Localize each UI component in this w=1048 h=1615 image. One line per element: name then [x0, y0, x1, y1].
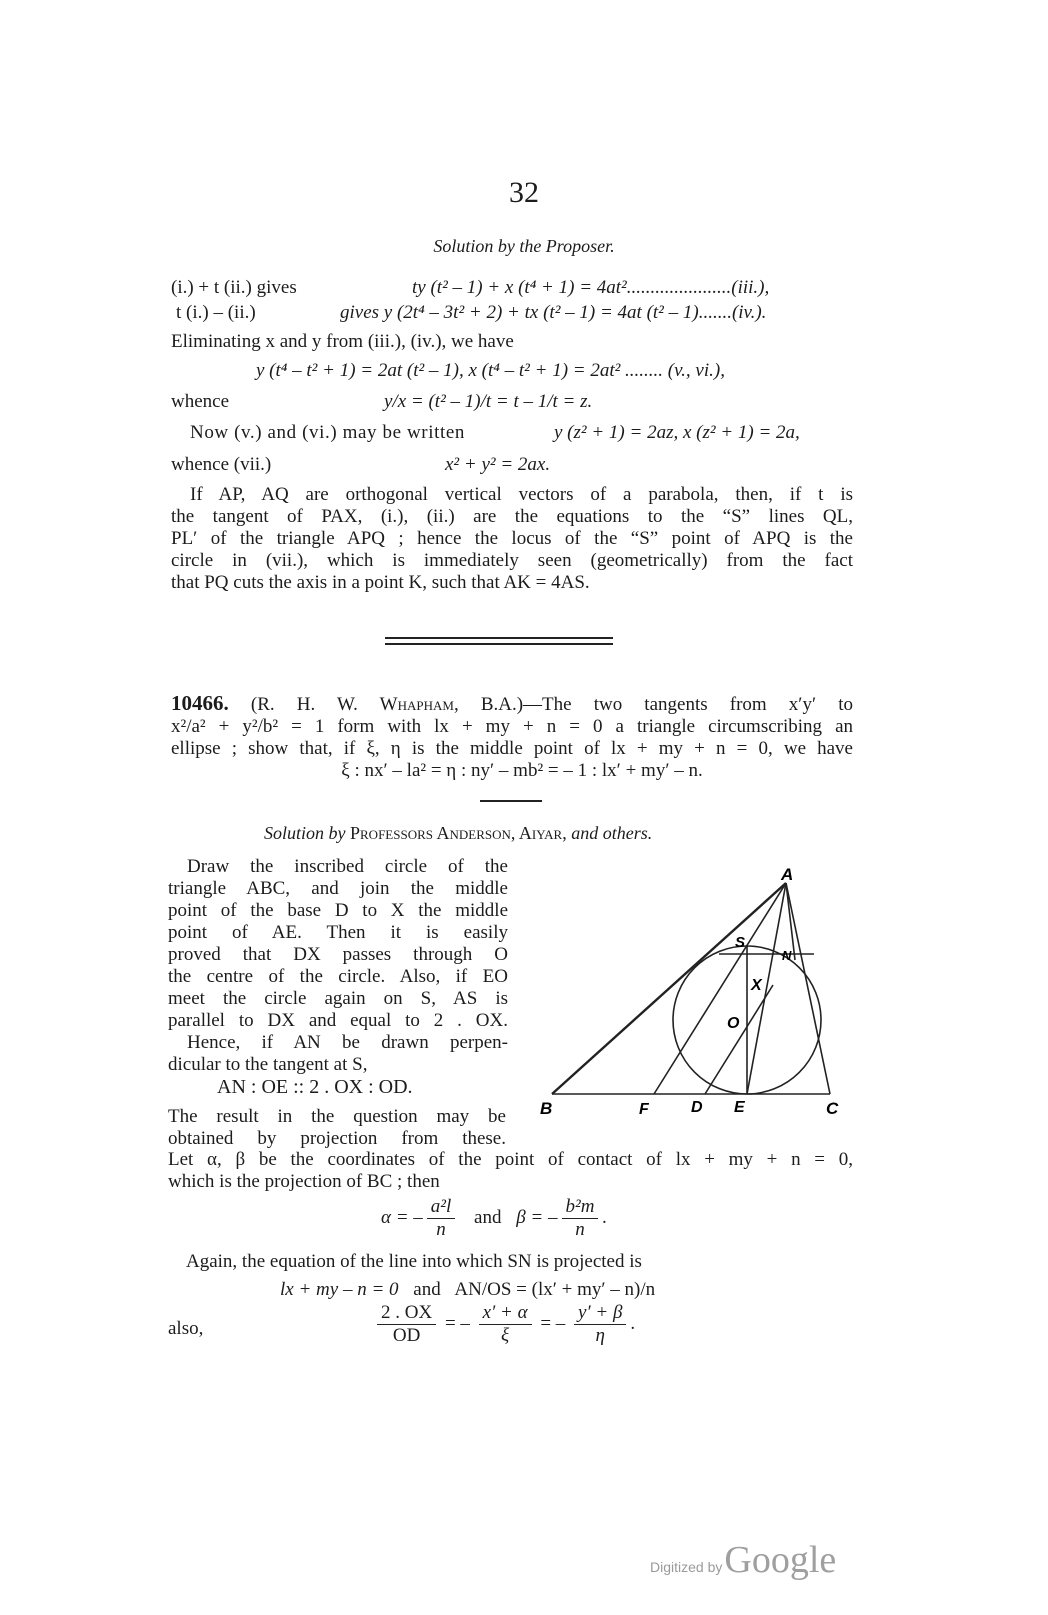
problem-statement [171, 692, 853, 782]
ratio-line: AN : OE :: 2 . OX : OD. [217, 1076, 413, 1098]
label-e: E [734, 1099, 745, 1116]
full-line: Let α, β be the coordinates of the point of contact of lx + my + n = 0, [168, 1149, 853, 1170]
beta-lhs: β = – [516, 1206, 558, 1228]
label-f: F [639, 1101, 649, 1118]
alpha-denominator: n [436, 1219, 446, 1240]
result-line: The result in the question may be [168, 1106, 506, 1127]
eq-line: y/x = (t² – 1)/t = t – 1/t = z. [384, 391, 593, 412]
problem-author: (R. H. W. Whapham, B.A.) [250, 694, 524, 715]
solution2-left-text [168, 856, 508, 1076]
solution-heading: Solution by the Proposer. [433, 236, 615, 256]
and-word-2: and [413, 1279, 441, 1300]
paragraph-line: the tangent of PAX, (i.), (ii.) are the equations to the “S” lines QL, [171, 506, 853, 527]
digitized-watermark [650, 1538, 836, 1582]
f1-numerator: 2 . OX [377, 1302, 436, 1325]
left-line: proved that DX passes through O [168, 944, 508, 965]
short-divider [480, 800, 542, 802]
line-eq: lx + my – n = 0 [280, 1279, 399, 1300]
left-line: parallel to DX and equal to 2 . OX. [168, 1010, 508, 1031]
left-line: dicular to the tangent at S, [168, 1054, 368, 1075]
f3-numerator: y′ + β [574, 1302, 626, 1325]
left-line: the centre of the circle. Also, if EO [168, 966, 508, 987]
f2-numerator: x′ + α [479, 1302, 532, 1325]
line-dx [705, 985, 773, 1094]
left-line: meet the circle again on S, AS is [168, 988, 508, 1009]
eq-line: x² + y² = 2ax. [445, 454, 551, 475]
eq-line-label: t (i.) – (ii.) [176, 302, 256, 323]
label-n: N [782, 948, 792, 963]
eq-line-label: Now (v.) and (vi.) may be written [190, 422, 465, 443]
section-divider-top [385, 637, 613, 639]
result-line: obtained by projection from these. [168, 1128, 506, 1149]
solution2-heading [264, 823, 652, 844]
full-line: which is the projection of BC ; then [168, 1171, 440, 1192]
eq-line-label: Eliminating x and y from (iii.), (iv.), we have [171, 331, 514, 352]
left-line: point of AE. Then it is easily [168, 922, 508, 943]
and-word: and [474, 1206, 502, 1228]
problem-line: x²/a² + y²/b² = 1 form with lx + my + n = 0 a triangle circumscribing an [171, 716, 853, 737]
also-equation: $\frac{2 . OX}{OD}$ = – $\frac{x' + \alpha}{\xi}$ = – $\frac{y' + \beta}{\eta}$ . [373, 1302, 635, 1347]
left-line: point of the base D to X the middle [168, 900, 508, 921]
label-s: S [735, 934, 746, 951]
watermark-prefix: Digitized by [650, 1559, 723, 1575]
label-d: D [691, 1099, 703, 1116]
result-text [168, 1106, 506, 1150]
paragraph-line: circle in (vii.), which is immediately seen (geometrically) from the fact [171, 550, 853, 571]
solution-paragraph [171, 484, 853, 594]
beta-denominator: n [575, 1219, 585, 1240]
label-o: O [727, 1015, 740, 1032]
also-label: also, [168, 1318, 204, 1339]
problem-line: ellipse ; show that, if ξ, η is the middle point of lx + my + n = 0, we have [171, 738, 853, 759]
heading-italic: Solution by [264, 823, 346, 843]
left-line: Hence, if AN be drawn perpen- [187, 1032, 508, 1053]
eq-line-label: (i.) + t (ii.) gives [171, 277, 297, 298]
again-line: Again, the equation of the line into which SN is projected is [186, 1251, 642, 1272]
geometry-figure [530, 850, 860, 1125]
section-divider-bottom [385, 643, 613, 645]
problem-line: ξ : nx′ – la² = η : ny′ – mb² = – 1 : lx′ + my′ – n. [341, 760, 703, 781]
eq-minus: = – [540, 1312, 566, 1334]
problem-number: 10466. [171, 691, 229, 715]
eq-line: gives y (2t⁴ – 3t² + 2) + tx (t² – 1) = 4at (t² – 1).......(iv.). [340, 302, 767, 323]
heading-tail: and others. [571, 823, 653, 843]
full-text [168, 1149, 853, 1193]
google-logo: Google [724, 1539, 837, 1581]
eq-minus: = – [444, 1312, 470, 1334]
eq-line-label: whence [171, 391, 230, 412]
label-c: C [826, 1099, 839, 1118]
left-line: Draw the inscribed circle of the [187, 856, 508, 877]
f3-denominator: η [595, 1325, 605, 1346]
paragraph-line: PL′ of the triangle APQ ; hence the locus of the “S” point of APQ is the [171, 528, 853, 549]
eq-line: y (z² + 1) = 2az, x (z² + 1) = 2a, [554, 422, 800, 443]
problem-line: —The two tangents from x′y′ to [523, 694, 853, 715]
left-line: triangle ABC, and join the middle [168, 878, 508, 899]
label-b: B [540, 1099, 553, 1118]
paragraph-line: If AP, AQ are orthogonal vertical vectors of a parabola, then, if t is [190, 484, 853, 505]
heading-main: Professors Anderson, Aiyar, [350, 823, 567, 843]
eq-line-label: whence (vii.) [171, 454, 272, 475]
paragraph-line: that PQ cuts the axis in a point K, such that AK = 4AS. [171, 572, 590, 593]
alpha-lhs: α = – [381, 1206, 423, 1228]
alpha-numerator: a²l [427, 1196, 455, 1219]
page-number: 32 [509, 176, 539, 209]
sn-line-equation [280, 1279, 655, 1301]
an-os-eq: AN/OS = (lx′ + my′ – n)/n [454, 1279, 656, 1300]
label-a: A [781, 865, 794, 884]
beta-numerator: b²m [562, 1196, 599, 1219]
eq-line: y (t⁴ – t² + 1) = 2at (t² – 1), x (t⁴ – t² + 1) = 2at² ........ (v., vi.), [256, 360, 725, 381]
label-x: X [751, 977, 762, 994]
alpha-beta-equation: α = – $\frac{\text{a²l}}{n}$ and β = – $\frac{\text{b²m}}{n}$ . [381, 1196, 608, 1240]
f2-denominator: ξ [501, 1325, 510, 1346]
f1-denominator: OD [392, 1325, 421, 1346]
eq-line: ty (t² – 1) + x (t⁴ + 1) = 4at²......................(iii.), [412, 277, 770, 298]
